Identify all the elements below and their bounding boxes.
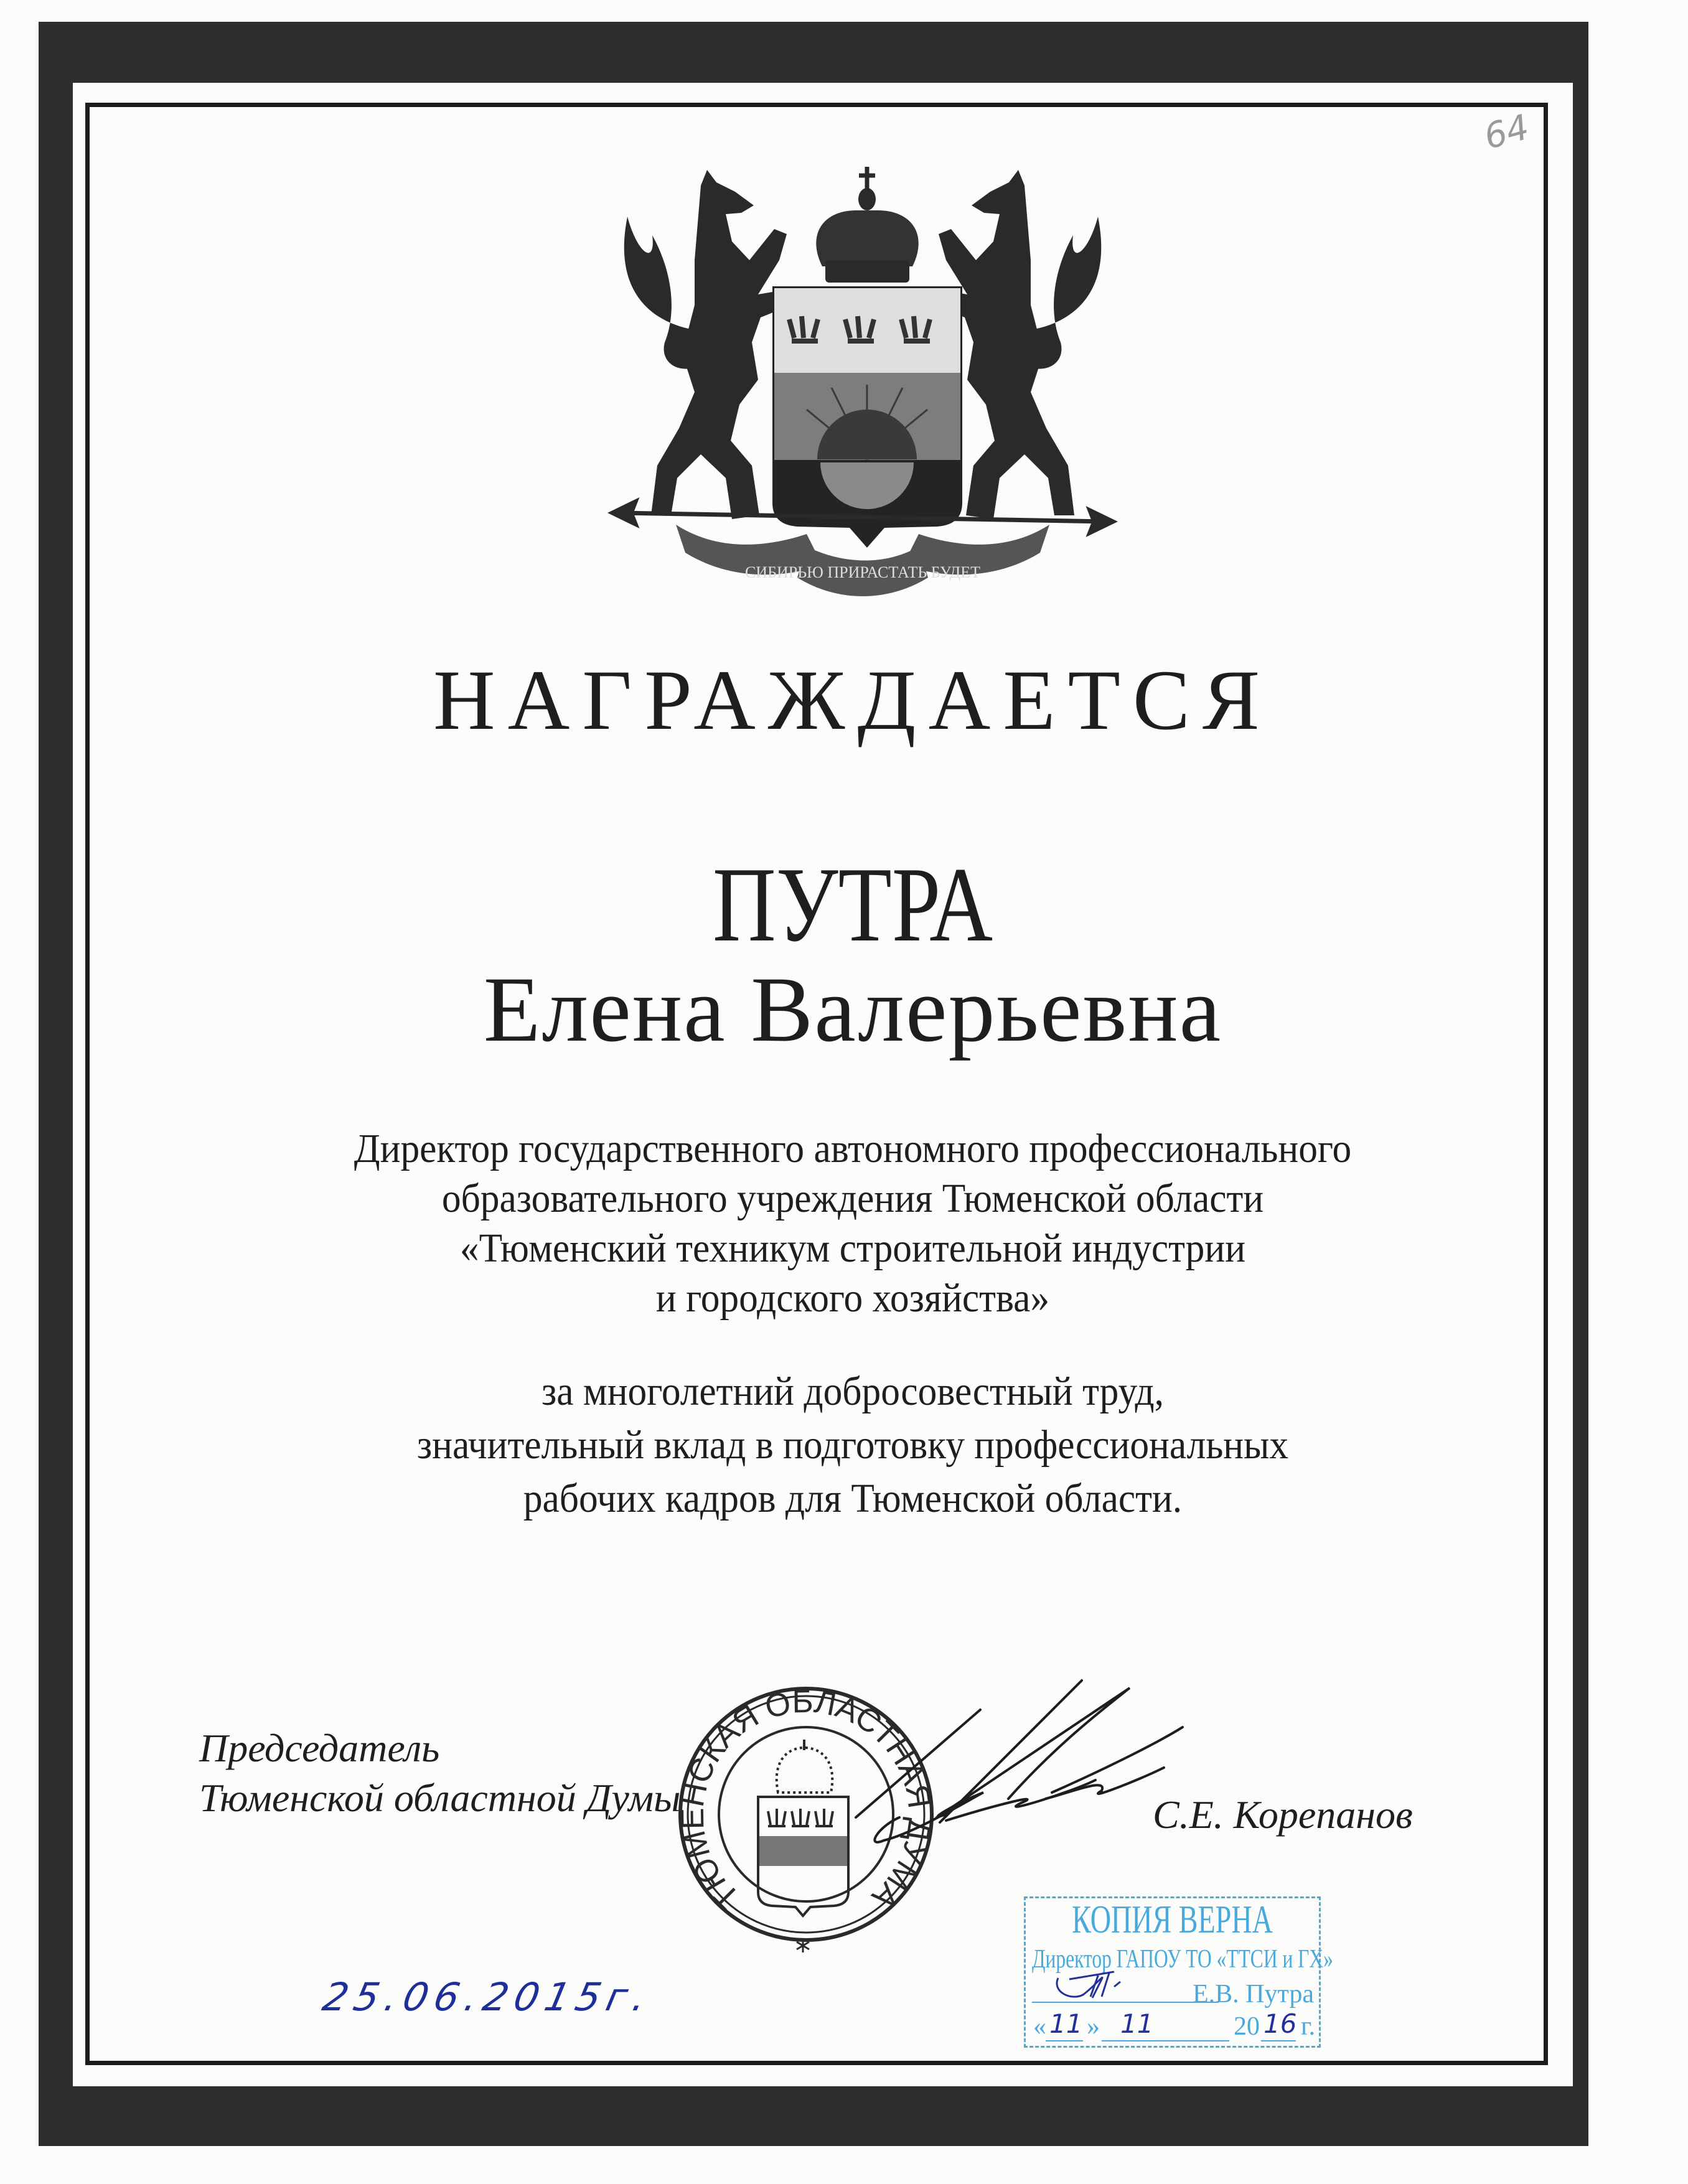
seal-text: ТЮМЕНСКАЯ ОБЛАСТНАЯ ДУМА (674, 1683, 938, 1919)
signer-title-line2: Тюменской областной Думы (199, 1776, 681, 1820)
reason-line: за многолетний добросовестный труд, (542, 1369, 1164, 1414)
stamp-month: 11 (1120, 2008, 1154, 2039)
signer-title-line1: Председатель (199, 1726, 440, 1770)
recipient-surname: ПУТРА (712, 846, 993, 964)
reason-line: значительный вклад в подготовку профессиональных (416, 1422, 1289, 1468)
stamp-year-unit: г. (1301, 2012, 1315, 2041)
stamp-year-prefix: 20 (1234, 2012, 1260, 2041)
stamp-certifier-name: Е.В. Путра (1192, 1980, 1314, 2008)
stamp-quote-close: » (1087, 2012, 1100, 2041)
page-number: 64 (1479, 106, 1534, 158)
stamp-title: КОПИЯ ВЕРНА (1072, 1897, 1273, 1941)
recipient-given-names: Елена Валерьевна (483, 958, 1222, 1061)
position-line: и городского хозяйства» (655, 1275, 1050, 1321)
stamp-year-suffix: 16 (1264, 2008, 1297, 2039)
stamp-org-line: Директор ГАПОУ ТО «ТТСИ и ГХ» (1032, 1945, 1333, 1974)
motto-text: СИБИРЬЮ ПРИРАСТАТЬ БУДЕТ (744, 563, 981, 581)
position-line: «Тюменский техникум строительной индустрии (459, 1226, 1246, 1271)
award-title: НАГРАЖДАЕТСЯ (433, 652, 1272, 748)
reason-line: рабочих кадров для Тюменской области. (523, 1476, 1183, 1521)
position-line: образовательного учреждения Тюменской области (441, 1176, 1264, 1221)
stamp-quote-open: « (1033, 2012, 1046, 2041)
stamp-day: 11 (1049, 2008, 1083, 2039)
handwritten-date: 25.06.2015г. (319, 1974, 657, 2020)
position-line: Директор государственного автономного профессионального (354, 1126, 1352, 1171)
signer-name: С.Е. Корепанов (1153, 1793, 1413, 1837)
